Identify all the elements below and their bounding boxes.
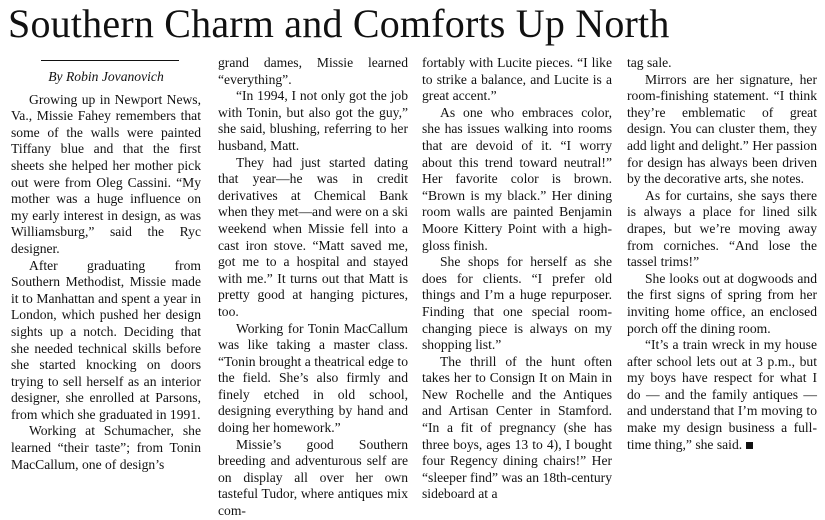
article-paragraph: After graduating from Southern Methodist, Missie made it to Manhattan and spent a year in London, which pushed her design sights up a notch. Deciding that she needed technical skills before she started knocking on doors trying to sell herself as an interior designer, she enrolled at Parsons, from which she graduated in 1991. — [11, 257, 201, 422]
article-headline: Southern Charm and Comforts Up North — [8, 1, 670, 46]
article-paragraph: As for curtains, she says there is always a place for lined silk drapes, but we’re moving away from corniches. “And lose the tassel trims!” — [627, 187, 817, 270]
article-column-4 — [627, 55, 817, 453]
article-paragraph: She looks out at dogwoods and the first signs of spring from her inviting home office, an enclosed porch off the dining room. — [627, 270, 817, 336]
article-paragraph: Working for Tonin MacCallum was like taking a master class. “Tonin brought a theatrical edge to the field. She’s also firmly and finely etched in old school, designing everything by hand and doing her homework.” — [218, 320, 408, 436]
article-paragraph: Mirrors are her signature, her room-finishing statement. “I think they’re emblematic of great design. You can cluster them, they add light and delight.” Her passion for design has always been driven by the decorative arts, she notes. — [627, 71, 817, 187]
article-paragraph: grand dames, Missie learned “everything”. — [218, 55, 408, 87]
article-paragraph-last — [627, 337, 817, 453]
article-paragraph-text: “It’s a train wreck in my house after school lets out at 3 p.m., but my boys have respect for what I do — and the family antiques — and understand that I’m moving to make my design business a full-time thing,” she said. — [627, 337, 817, 452]
article-paragraph: Working at Schumacher, she learned “their taste”; from Tonin MacCallum, one of design’s — [11, 423, 201, 472]
article-paragraph: fortably with Lucite pieces. “I like to strike a balance, and Lucite is a great accent.” — [422, 55, 612, 104]
article-paragraph: tag sale. — [627, 55, 672, 70]
article-column-1 — [11, 60, 201, 473]
byline-rule — [41, 60, 179, 61]
article-column-3 — [422, 55, 612, 503]
article-paragraph: Growing up in Newport News, Va., Missie Fahey remembers that some of the walls were painted Tiffany blue and that the first sheets she helped her mother pick out were from Oleg Cassini. “My mother was a huge influence on my early interest in design, as was Williamsburg,” said the Ryc designer. — [11, 91, 201, 256]
article-paragraph: The thrill of the hunt often takes her to Consign It on Main in New Rochelle and the Antiques and Artisan Center in Stamford. “In a fit of pregnancy (she has three boys, ages 13 to 4), I bought four Regency dining chairs!” Her “sleeper find” was an 18th-century sideboard at a — [422, 353, 612, 502]
article-paragraph: Missie’s good Southern breeding and adventurous self are on display all over her own tasteful Tudor, where antiques mix com- — [218, 436, 408, 519]
article-paragraph: She shops for herself as she does for clients. “I prefer old things and I’m a huge repurposer. Finding that one special room-changing piece is always on my shopping list.” — [422, 254, 612, 353]
end-of-article-mark — [746, 442, 753, 449]
article-paragraph: They had just started dating that year—he was in credit derivatives at Chemical Bank when they met—and were on a ski weekend when Missie fell into a cast iron stove. “Matt saved me, got me to a hospital and stayed with me.” It turns out that Matt is pretty good at hanging pictures, too. — [218, 154, 408, 319]
article-paragraph: “In 1994, I not only got the job with Tonin, but also got the guy,” she said, blushing, referring to her husband, Matt. — [218, 88, 408, 153]
article-paragraph: As one who embraces color, she has issues walking into rooms that are devoid of it. “I worry about this trend toward neutral!” Her favorite color is brown. “Brown is my black.” Her dining room walls are painted Benjamin Moore Kittery Point with a high-gloss finish. — [422, 104, 612, 253]
article-byline: By Robin Jovanovich — [48, 69, 164, 84]
article-column-2 — [218, 55, 408, 520]
